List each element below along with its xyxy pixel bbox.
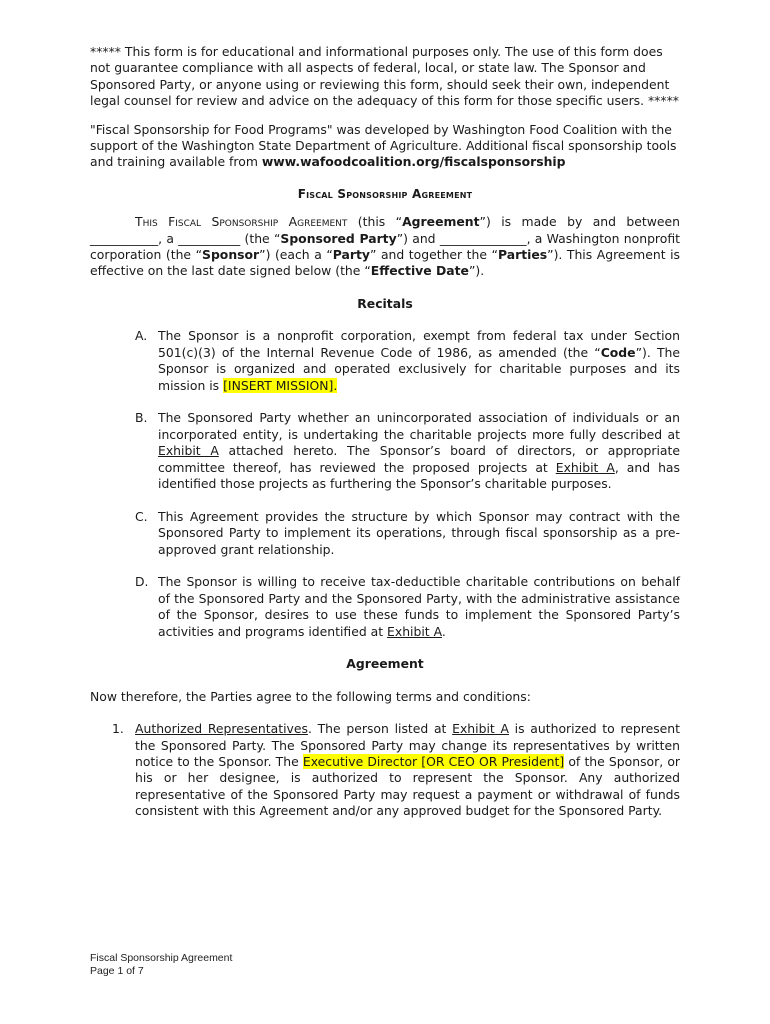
recital-text: . (441, 623, 446, 639)
page-footer (90, 952, 232, 978)
defined-term-sponsor: Sponsor (202, 247, 260, 263)
document-title: Fiscal Sponsorship Agreement (297, 186, 473, 201)
list-marker: A. (135, 328, 148, 344)
defined-term-sponsored-party: Sponsored Party (280, 230, 397, 246)
defined-term-code: Code (600, 344, 636, 360)
footer-title: Fiscal Sponsorship Agreement (90, 952, 233, 964)
recital-text: , and has identified those projects as furthering the Sponsor’s charitable purposes. (158, 459, 680, 491)
page-number: Page 1 of 7 (90, 965, 144, 977)
list-marker: D. (135, 574, 149, 590)
terms-list (90, 721, 680, 819)
exhibit-a-reference: Exhibit A (387, 623, 442, 639)
exhibit-a-reference: Exhibit A (452, 721, 509, 737)
list-marker: 1. (112, 721, 124, 737)
mission-placeholder: [INSERT MISSION]. (223, 377, 338, 393)
recitals-heading: Recitals (357, 295, 413, 311)
recital-b (90, 410, 680, 492)
exhibit-a-reference: Exhibit A (555, 459, 615, 475)
recitals-list (90, 328, 680, 640)
defined-term-party: Party (332, 247, 370, 263)
recital-c (90, 509, 680, 558)
term-text: of the Sponsor, or his or her designee, is authorized to represent the Sponsor. Any authorized representative of the Sponsored Party may request a payment or withdrawal of funds consistent with this Agreement and/or any approved budget for the Sponsored Party. (135, 753, 680, 819)
recital-a (90, 328, 680, 394)
recital-text: attached hereto. The Sponsor’s board of directors, or appropriate committee thereof, has reviewed the proposed projects at (158, 443, 680, 475)
recital-text: The Sponsored Party whether an unincorporated association of individuals or an incorporated entity, is undertaking the charitable projects more fully described at (158, 410, 680, 442)
credit-url[interactable]: www.wafoodcoalition.org/fiscalsponsorship (261, 154, 566, 170)
list-marker: B. (135, 410, 148, 426)
terms-lead: Now therefore, the Parties agree to the following terms and conditions: (90, 688, 531, 704)
intro-text: ”). This Agreement is effective on the last date signed below (the “ (90, 247, 680, 279)
term-text: is authorized to represent the Sponsored Party. The Sponsored Party may change its representatives by written notice to the Sponsor. The (135, 721, 680, 769)
defined-term-effective-date: Effective Date (370, 263, 469, 279)
term-title: Authorized Representatives (135, 721, 308, 737)
officer-placeholder: Executive Director [OR CEO OR President] (302, 753, 565, 769)
defined-term-parties: Parties (497, 247, 548, 263)
credit-text: "Fiscal Sponsorship for Food Programs" was developed by Washington Food Coalition with the support of the Washington State Department of Agriculture. Additional fiscal sponsorship tools and training available from (90, 121, 677, 170)
defined-term-agreement: Agreement (402, 214, 480, 230)
intro-text: ”). (468, 263, 485, 279)
intro-text: ”) is made by and between ___________, a __________ (the “ (90, 214, 680, 246)
recital-text: ”). The Sponsor is organized and operated exclusively for charitable purposes and its mission is (158, 344, 680, 393)
intro-text: ”) (each a “ (259, 247, 333, 263)
intro-text: ”) and ______________, a Washington nonprofit corporation (the “ (90, 230, 680, 263)
term-1 (90, 721, 680, 819)
credit-paragraph (90, 122, 680, 171)
intro-text: ” and together the “ (369, 247, 498, 263)
agreement-heading: Agreement (346, 656, 424, 672)
disclaimer: ***** This form is for educational and informational purposes only. The use of this form does not guarantee compliance with all aspects of federal, local, or state law. The Sponsor and Sponsored Party, or anyone using or reviewing this form, should seek their own, independent legal counsel for review and advice on the adequacy of this form for those specific users. ***** (90, 44, 679, 109)
recital-text: The Sponsor is a nonprofit corporation, exempt from federal tax under Section 501(c)(3) of the Internal Revenue Code of 1986, as amended (the “ (158, 328, 680, 360)
recital-text: The Sponsor is willing to receive tax-deductible charitable contributions on behalf of the Sponsored Party and the Sponsored Party, with the administrative assistance of the Sponsor, desires to use these funds to implement the Sponsored Party’s activities and programs identified at (158, 574, 680, 639)
intro-text: (this “ (347, 214, 403, 230)
recital-text: This Agreement provides the structure by which Sponsor may contract with the Sponsored Party to implement its operations, through fiscal sponsorship as a pre-approved grant relationship. (158, 508, 680, 557)
intro-lead: This Fiscal Sponsorship Agreement (135, 214, 348, 230)
list-marker: C. (135, 508, 148, 524)
exhibit-a-reference: Exhibit A (158, 443, 219, 459)
document-page (90, 44, 680, 836)
recital-d (90, 574, 680, 640)
term-text: . The person listed at (307, 721, 453, 737)
intro-paragraph (90, 214, 680, 280)
